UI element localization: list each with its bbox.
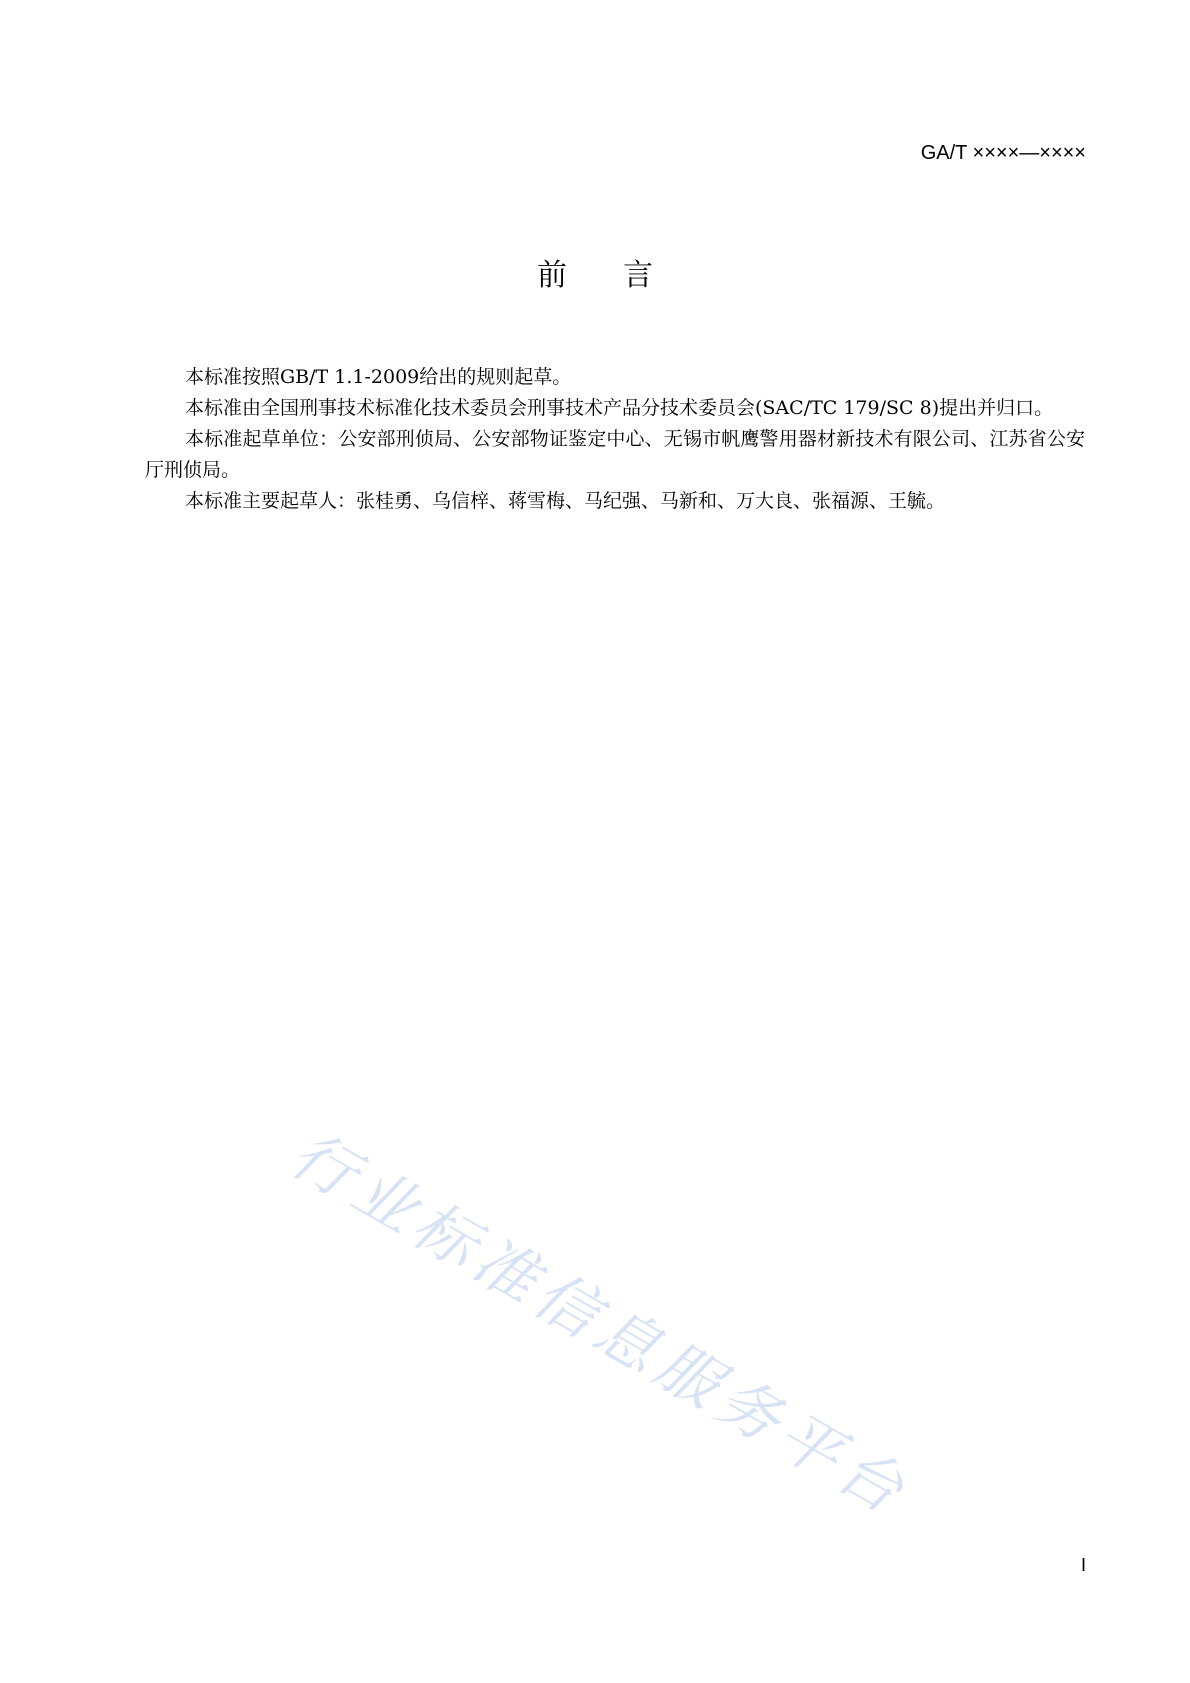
paragraph-drafting-units: 本标准起草单位：公安部刑侦局、公安部物证鉴定中心、无锡市帆鹰警用器材新技术有限公司、江苏省公安厅刑侦局。: [145, 428, 1085, 481]
standard-code: GA/T ××××—××××: [920, 142, 1086, 164]
page-number: I: [1080, 1555, 1086, 1575]
paragraph-drafters: 本标准主要起草人：张桂勇、乌信梓、蒋雪梅、马纪强、马新和、万大良、张福源、王毓。: [185, 490, 946, 512]
watermark: 行业标准信息服务平台: [279, 1117, 922, 1531]
paragraph-drafting-rules: 本标准按照GB/T 1.1-2009给出的规则起草。: [185, 366, 572, 388]
page-title: 前言: [537, 258, 709, 293]
preface-body: [145, 362, 1085, 517]
paragraph-proposer: 本标准由全国刑事技术标准化技术委员会刑事技术产品分技术委员会(SAC/TC 179/SC 8)提出并归口。: [185, 397, 1054, 419]
